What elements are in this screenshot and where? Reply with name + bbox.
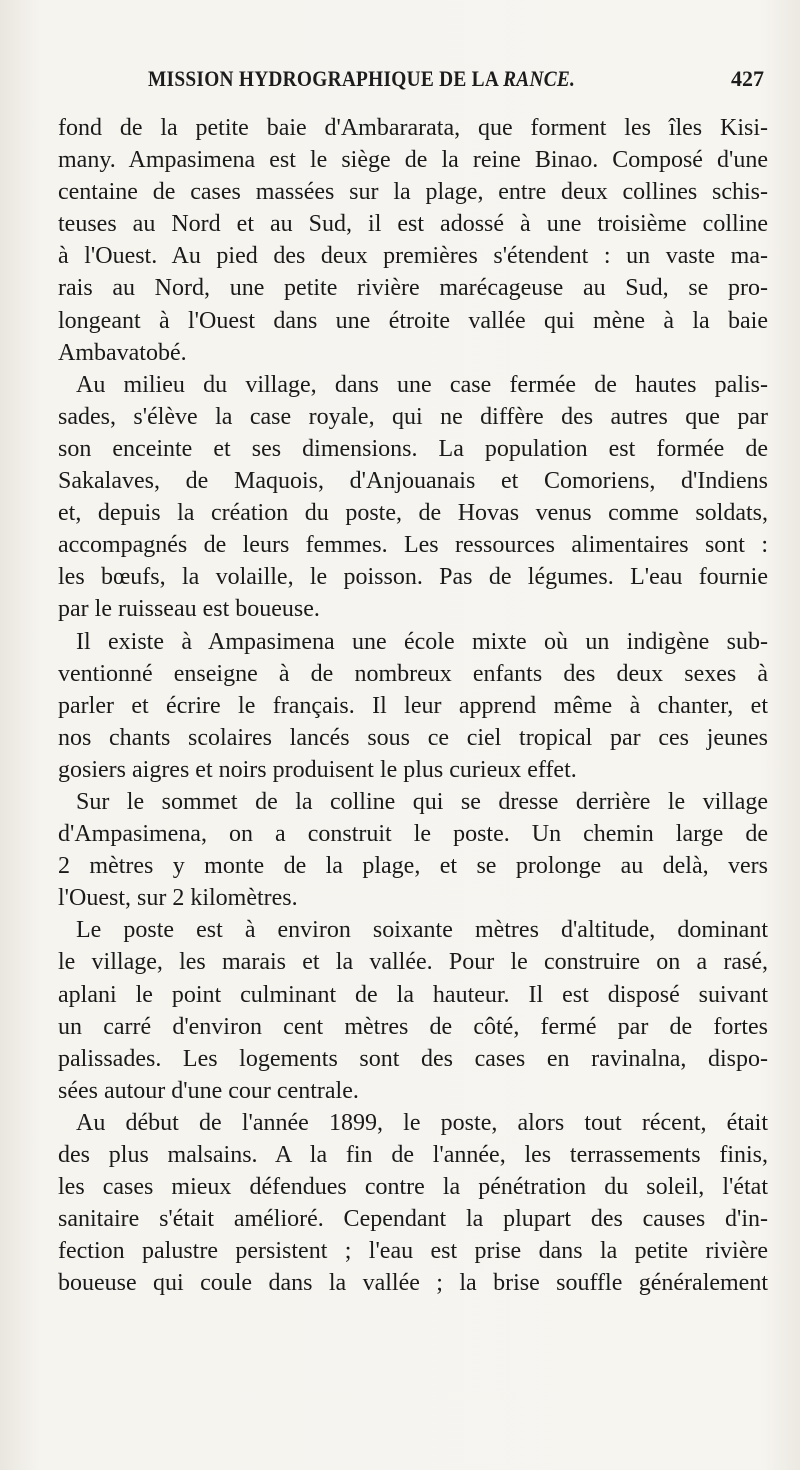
text-line: par le ruisseau est boueuse. xyxy=(58,596,320,623)
text-line: d'Ampasimena, on a construit le poste. Un chemin large de xyxy=(58,821,768,848)
text-line: Il existe à Ampasimena une école mixte où un indigène sub- xyxy=(76,628,768,655)
text-line: centaine de cases massées sur la plage, entre deux collines schis- xyxy=(58,179,768,206)
text-line: many. Ampasimena est le siège de la reine Binao. Composé d'une xyxy=(58,147,768,174)
text-line: à l'Ouest. Au pied des deux premières s'étendent : un vaste ma- xyxy=(58,243,768,270)
text-line: Au début de l'année 1899, le poste, alors tout récent, était xyxy=(76,1109,768,1136)
running-title-text: MISSION HYDROGRAPHIQUE DE LA xyxy=(148,66,504,91)
running-title xyxy=(148,66,575,92)
text-line: Le poste est à environ soixante mètres d'altitude, dominant xyxy=(76,917,768,944)
text-line: teuses au Nord et au Sud, il est adossé à une troisième colline xyxy=(58,211,768,238)
text-line: rais au Nord, une petite rivière marécageuse au Sud, se pro- xyxy=(58,275,768,302)
body-text xyxy=(58,112,768,1299)
running-title-italic: RANCE. xyxy=(503,66,576,91)
text-line: Au milieu du village, dans une case fermée de hautes palis- xyxy=(76,371,768,398)
text-line: parler et écrire le français. Il leur apprend même à chanter, et xyxy=(58,692,768,719)
text-line: sées autour d'une cour centrale. xyxy=(58,1077,359,1104)
text-line: Sur le sommet de la colline qui se dresse derrière le village xyxy=(76,788,768,815)
text-line: Ambavatobé. xyxy=(58,339,187,366)
text-line: son enceinte et ses dimensions. La population est formée de xyxy=(58,435,768,462)
text-line: aplani le point culminant de la hauteur. Il est disposé suivant xyxy=(58,981,768,1008)
text-line: des plus malsains. A la fin de l'année, les terrassements finis, xyxy=(58,1142,768,1168)
page-number: 427 xyxy=(731,66,764,91)
text-line: les bœufs, la volaille, le poisson. Pas de légumes. L'eau fournie xyxy=(58,564,768,591)
text-line: les cases mieux défendues contre la pénétration du soleil, l'état xyxy=(58,1174,768,1201)
text-line: sanitaire s'était amélioré. Cependant la plupart des causes d'in- xyxy=(58,1206,768,1233)
text-line: boueuse qui coule dans la vallée ; la brise souffle généralement xyxy=(58,1270,768,1297)
text-line: gosiers aigres et noirs produisent le plus curieux effet. xyxy=(58,756,577,783)
text-line: 2 mètres y monte de la plage, et se prolonge au delà, vers xyxy=(58,853,768,880)
text-line: le village, les marais et la vallée. Pour le construire on a rasé, xyxy=(58,949,768,976)
text-line: et, depuis la création du poste, de Hovas venus comme soldats, xyxy=(58,500,768,527)
running-header xyxy=(60,66,772,102)
text-line: longeant à l'Ouest dans une étroite vallée qui mène à la baie xyxy=(58,307,768,334)
text-line: nos chants scolaires lancés sous ce ciel tropical par ces jeunes xyxy=(58,724,768,751)
text-line: fond de la petite baie d'Ambararata, que forment les îles Kisi- xyxy=(58,115,768,141)
text-line: l'Ouest, sur 2 kilomètres. xyxy=(58,885,298,912)
text-line: accompagnés de leurs femmes. Les ressources alimentaires sont : xyxy=(58,532,768,559)
text-line: ventionné enseigne à de nombreux enfants des deux sexes à xyxy=(58,660,768,687)
text-line: palissades. Les logements sont des cases en ravinalna, dispo- xyxy=(58,1045,768,1072)
text-line: sades, s'élève la case royale, qui ne diffère des autres que par xyxy=(58,403,768,430)
text-line: Sakalaves, de Maquois, d'Anjouanais et Comoriens, d'Indiens xyxy=(58,468,768,495)
text-line: un carré d'environ cent mètres de côté, fermé par de fortes xyxy=(58,1013,768,1040)
text-line: fection palustre persistent ; l'eau est prise dans la petite rivière xyxy=(58,1238,768,1265)
